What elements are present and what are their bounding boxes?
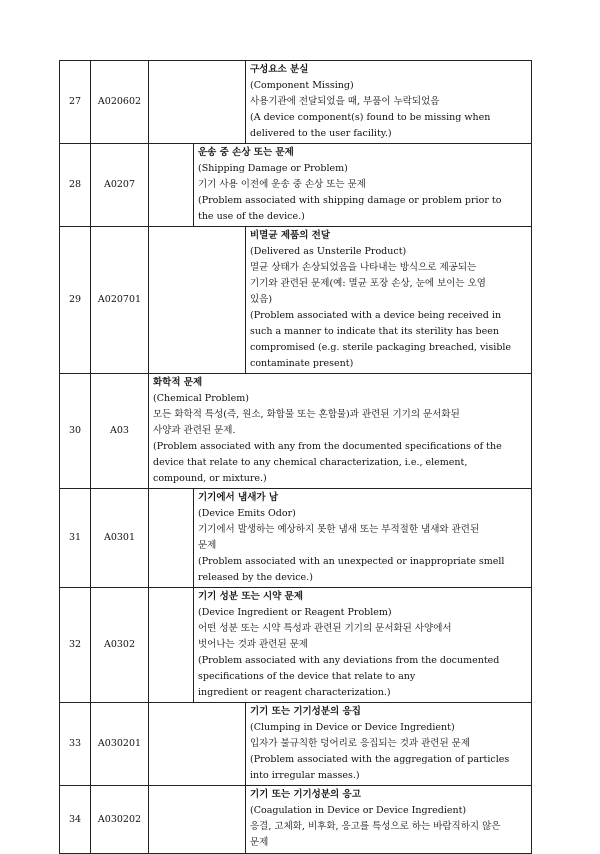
row-number: 34 — [60, 786, 91, 854]
row-description — [246, 61, 532, 144]
desc-line: 벗어나는 것과 관련된 문제 — [198, 639, 309, 650]
row-code: A03 — [91, 374, 149, 489]
table-row — [60, 144, 532, 227]
table-row — [60, 227, 532, 374]
row-code: A0301 — [91, 489, 149, 588]
row-description — [246, 786, 532, 854]
table-row — [60, 374, 532, 489]
desc-line: 문제 — [198, 540, 217, 551]
row-title: 기기 성분 또는 시약 문제 — [198, 591, 303, 602]
desc-line: contaminate present) — [250, 358, 354, 369]
desc-line: (A device component(s) found to be missing when — [250, 112, 491, 123]
desc-line: (Chemical Problem) — [153, 393, 249, 404]
desc-line: (Problem associated with any from the documented specifications of the — [153, 441, 502, 452]
row-code: A0302 — [91, 588, 149, 703]
indent-cell — [149, 489, 194, 588]
row-description — [246, 703, 532, 786]
desc-line: 응결, 고체화, 비후화, 응고를 특성으로 하는 바람직하지 않은 — [250, 821, 501, 832]
row-title: 기기에서 냄새가 남 — [198, 492, 279, 503]
desc-line: 기기와 관련된 문제(예: 멸균 포장 손상, 눈에 보이는 오염 — [250, 278, 486, 289]
row-description — [194, 144, 532, 227]
table-row — [60, 786, 532, 854]
desc-line: (Problem associated with the aggregation of particles — [250, 754, 510, 765]
row-code: A020602 — [91, 61, 149, 144]
desc-line: 입자가 불규칙한 덩어리로 응집되는 것과 관련된 문제 — [250, 738, 471, 749]
desc-line: (Shipping Damage or Problem) — [198, 163, 348, 174]
table-row — [60, 703, 532, 786]
desc-line: (Clumping in Device or Device Ingredient) — [250, 722, 455, 733]
desc-line: (Device Emits Odor) — [198, 508, 296, 519]
desc-line: into irregular masses.) — [250, 770, 360, 781]
desc-line: device that relate to any chemical characterization, i.e., element, — [153, 457, 468, 468]
row-code: A020701 — [91, 227, 149, 374]
desc-line: compound, or mixture.) — [153, 473, 267, 484]
desc-line: (Component Missing) — [250, 80, 354, 91]
desc-line: (Problem associated with a device being received in — [250, 310, 502, 321]
row-title: 기기 또는 기기성분의 응고 — [250, 789, 361, 800]
desc-line: such a manner to indicate that its sterility has been — [250, 326, 499, 337]
desc-line: (Problem associated with any deviations from the documented — [198, 655, 500, 666]
row-number: 33 — [60, 703, 91, 786]
desc-line: released by the device.) — [198, 572, 313, 583]
table-row — [60, 588, 532, 703]
row-title: 운송 중 손상 또는 문제 — [198, 147, 294, 158]
desc-line: 기기에서 발생하는 예상하지 못한 냄새 또는 부적절한 냄새와 관련된 — [198, 524, 480, 535]
row-code: A0207 — [91, 144, 149, 227]
row-title: 화학적 문제 — [153, 377, 203, 388]
desc-line: delivered to the user facility.) — [250, 128, 392, 139]
desc-line: 모든 화학적 특성(즉, 원소, 화합물 또는 혼합물)과 관련된 기기의 문서화된 — [153, 409, 460, 420]
desc-line: (Device Ingredient or Reagent Problem) — [198, 607, 392, 618]
desc-line: 있음) — [250, 294, 273, 305]
desc-line: 문제 — [250, 837, 269, 848]
row-description — [194, 588, 532, 703]
row-number: 31 — [60, 489, 91, 588]
table-row — [60, 489, 532, 588]
indent-cell — [149, 786, 246, 854]
code-table — [59, 60, 532, 854]
row-title: 비멸균 제품의 전달 — [250, 230, 331, 241]
indent-cell — [149, 144, 194, 227]
row-number: 29 — [60, 227, 91, 374]
desc-line: 사양과 관련된 문제. — [153, 425, 236, 436]
row-number: 28 — [60, 144, 91, 227]
indent-cell — [149, 61, 246, 144]
desc-line: ingredient or reagent characterization.) — [198, 687, 391, 698]
row-description — [149, 374, 532, 489]
row-description — [246, 227, 532, 374]
desc-line: 어떤 성분 또는 시약 특성과 관련된 기기의 문서화된 사양에서 — [198, 623, 452, 634]
desc-line: the use of the device.) — [198, 211, 305, 222]
desc-line: (Problem associated with shipping damage or problem prior to — [198, 195, 502, 206]
row-number: 32 — [60, 588, 91, 703]
desc-line: (Delivered as Unsterile Product) — [250, 246, 407, 257]
desc-line: compromised (e.g. sterile packaging breached, visible — [250, 342, 512, 353]
indent-cell — [149, 227, 246, 374]
desc-line: 사용기관에 전달되었을 때, 부품이 누락되었음 — [250, 96, 440, 107]
desc-line: 기기 사용 이전에 운송 중 손상 또는 문제 — [198, 179, 366, 190]
desc-line: (Coagulation in Device or Device Ingredient) — [250, 805, 467, 816]
desc-line: (Problem associated with an unexpected or inappropriate smell — [198, 556, 505, 567]
row-title: 구성요소 분실 — [250, 64, 309, 75]
desc-line: specifications of the device that relate to any — [198, 671, 416, 682]
row-code: A030202 — [91, 786, 149, 854]
desc-line: 멸균 상태가 손상되었음을 나타내는 방식으로 제공되는 — [250, 262, 477, 273]
indent-cell — [149, 703, 246, 786]
indent-cell — [149, 588, 194, 703]
row-code: A030201 — [91, 703, 149, 786]
row-number: 27 — [60, 61, 91, 144]
table-row — [60, 61, 532, 144]
row-title: 기기 또는 기기성분의 응집 — [250, 706, 361, 717]
row-number: 30 — [60, 374, 91, 489]
row-description — [194, 489, 532, 588]
